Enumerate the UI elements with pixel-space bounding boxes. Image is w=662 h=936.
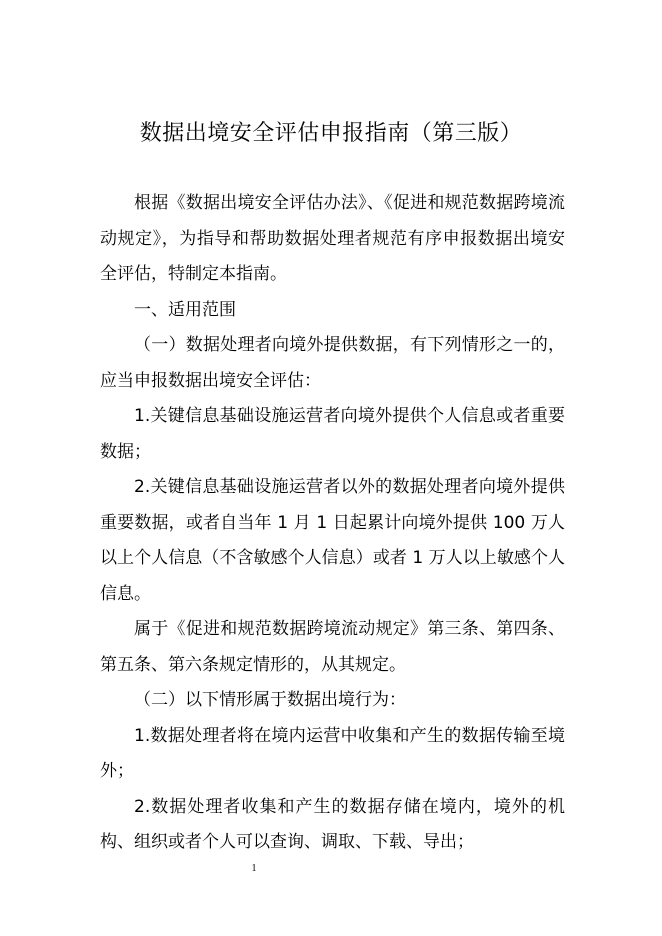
section-heading-scope: 一、适用范围: [134, 299, 236, 320]
page-number: 1: [251, 863, 257, 874]
document-body: [100, 186, 565, 861]
item-1-paragraph: 1.关键信息基础设施运营者向境外提供个人信息或者重要数据；: [100, 406, 565, 462]
document-title: 数据出境安全评估申报指南（第三版）: [139, 121, 523, 146]
export-case-2-paragraph: 2.数据处理者收集和产生的数据存储在境内，境外的机构、组织或者个人可以查询、调取、下载、导出；: [100, 796, 565, 852]
rule-reference-paragraph: 属于《促进和规范数据跨境流动规定》第三条、第四条、第五条、第六条规定情形的，从其规定。: [100, 619, 565, 675]
export-case-1-paragraph: 1.数据处理者将在境内运营中收集和产生的数据传输至境外；: [100, 725, 565, 781]
intro-paragraph: 根据《数据出境安全评估办法》、《促进和规范数据跨境流动规定》，为指导和帮助数据处理者规范有序申报数据出境安全评估，特制定本指南。: [100, 193, 565, 284]
subsection-1-paragraph: （一）数据处理者向境外提供数据，有下列情形之一的，应当申报数据出境安全评估：: [100, 335, 565, 391]
item-2-paragraph: 2.关键信息基础设施运营者以外的数据处理者向境外提供重要数据，或者自当年 1 月 1 日起累计向境外提供 100 万人以上个人信息（不含敏感个人信息）或者 1 万人以上敏感个人信息。: [100, 477, 565, 604]
subsection-2-paragraph: （二）以下情形属于数据出境行为：: [134, 690, 406, 710]
